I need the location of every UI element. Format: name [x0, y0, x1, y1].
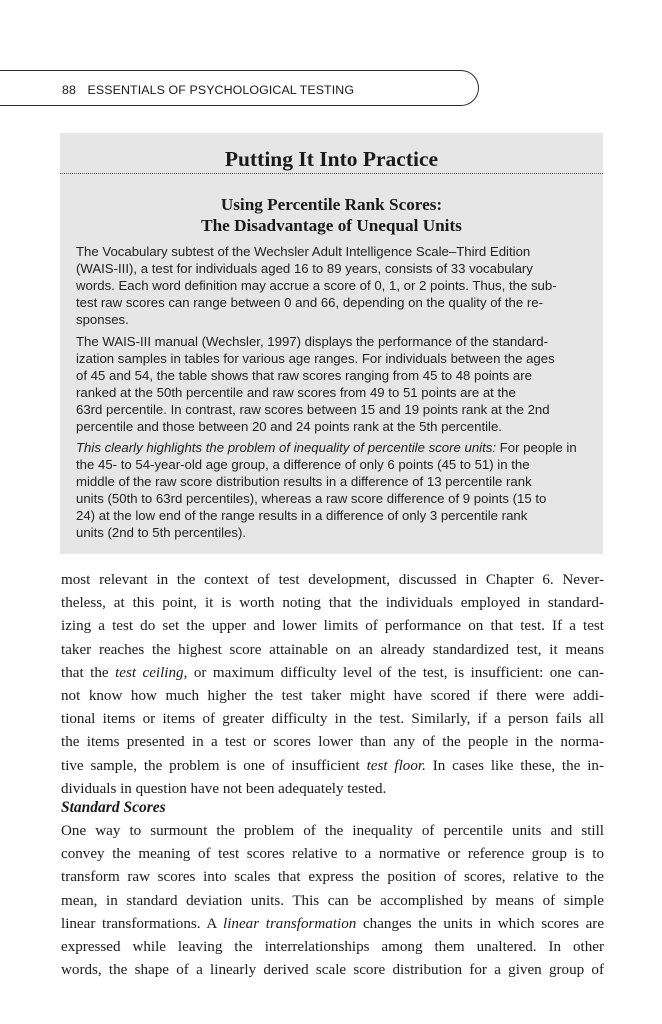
body-paragraph-2 [61, 820, 604, 982]
body-line: tional items or items of greater difficulty in the test. Similarly, if a person fails all [61, 711, 604, 728]
box-text-line: sponses. [76, 312, 129, 327]
box-text-line [76, 439, 596, 456]
box-text-line: percentile and those between 20 and 24 points rank at the 5th percentile. [76, 419, 502, 434]
box-text-line: ization samples in tables for various age ranges. For individuals between the ages [76, 351, 555, 366]
body-line: tive sample, the problem is one of insufficient test floor. In cases like these, the in- [61, 757, 604, 774]
body-line: words, the shape of a linearly derived scale score distribution for a given group of [61, 962, 604, 979]
running-title: ESSENTIALS OF PSYCHOLOGICAL TESTING [87, 83, 355, 97]
box-paragraph-2 [76, 333, 596, 435]
body-line: izing a test do set the upper and lower limits of performance on that test. If a test [61, 618, 604, 635]
body-line: convey the meaning of test scores relative to a normative or reference group is to [61, 846, 604, 863]
box-text-line: 63rd percentile. In contrast, raw scores between 15 and 19 points rank at the 2nd [76, 402, 550, 417]
box-text-line: words. Each word definition may accrue a score of 0, 1, or 2 points. Thus, the sub- [76, 278, 557, 293]
body-line: dividuals in question have not been adequately tested. [61, 780, 387, 797]
body-line: transform raw scores into scales that express the position of scores, relative to the [61, 869, 604, 886]
box-text-line: 24) at the low end of the range results in a difference of only 3 percentile rank [76, 508, 528, 523]
box-text-line: The WAIS-III manual (Wechsler, 1997) displays the performance of the standard- [76, 334, 549, 349]
box-paragraph-1 [76, 243, 596, 328]
box-text-line: units (50th to 63rd percentiles), whereas a raw score difference of 9 points (15 to [76, 491, 547, 506]
body-paragraph-1 [61, 569, 604, 801]
box-subtitle-line-2: The Disadvantage of Unequal Units [201, 216, 462, 235]
term-test-ceiling: test ceiling [115, 664, 184, 681]
putting-it-into-practice-box [60, 133, 603, 554]
box-subtitle [60, 194, 603, 236]
body-line: One way to surmount the problem of the inequality of percentile units and still [61, 823, 604, 839]
body-line: that the test ceiling, or maximum difficulty level of the test, is insufficient: one can- [61, 664, 605, 681]
box-emphasis: This clearly highlights the problem of inequality of percentile score units: [76, 440, 497, 455]
box-text-line: middle of the raw score distribution results in a difference of 13 percentile rank [76, 474, 532, 489]
box-title: Putting It Into Practice [224, 147, 439, 171]
body-line: theless, at this point, it is worth noting that the individuals employed in standard- [61, 595, 604, 612]
box-text-line: the 45- to 54-year-old age group, a difference of only 6 points (45 to 51) in the [76, 457, 530, 472]
page-number: 88 [62, 83, 76, 97]
body-line: linear transformations. A linear transformation changes the units in which scores are [61, 915, 605, 932]
body-line: the items presented in a test or scores lower than any of the people in the norma- [61, 734, 604, 751]
body-line: expressed while leaving the interrelationships among them unaltered. In other [61, 939, 604, 956]
body-line: mean, in standard deviation units. This can be accomplished by means of simple [61, 892, 604, 909]
body-line: most relevant in the context of test development, discussed in Chapter 6. Never- [61, 572, 604, 588]
term-test-floor: test floor. [366, 757, 426, 774]
box-text-fragment: For people in [496, 440, 577, 455]
box-subtitle-line-1: Using Percentile Rank Scores: [220, 195, 443, 214]
term-linear-transformation: linear transformation [223, 915, 357, 932]
box-text-line: ranked at the 50th percentile and raw scores from 49 to 51 points are at the [76, 385, 516, 400]
box-text-line: test raw scores can range between 0 and 66, depending on the quality of the re- [76, 295, 543, 310]
body-line: taker reaches the highest score attainable on an already standardized test, it means [61, 641, 604, 658]
dotted-divider [60, 173, 603, 174]
running-header [62, 83, 354, 97]
box-text-line: The Vocabulary subtest of the Wechsler Adult Intelligence Scale–Third Edition [76, 244, 531, 259]
box-text-line: units (2nd to 5th percentiles). [76, 525, 247, 540]
box-text-line: (WAIS-III), a test for individuals aged 16 to 89 years, consists of 33 vocabulary [76, 261, 533, 276]
body-line: not know how much higher the test taker might have scored if there were addi- [61, 688, 604, 705]
section-heading-standard-scores: Standard Scores [61, 799, 166, 816]
box-paragraph-3 [76, 439, 596, 541]
box-text-line: of 45 and 54, the table shows that raw scores ranging from 45 to 48 points are [76, 368, 532, 383]
